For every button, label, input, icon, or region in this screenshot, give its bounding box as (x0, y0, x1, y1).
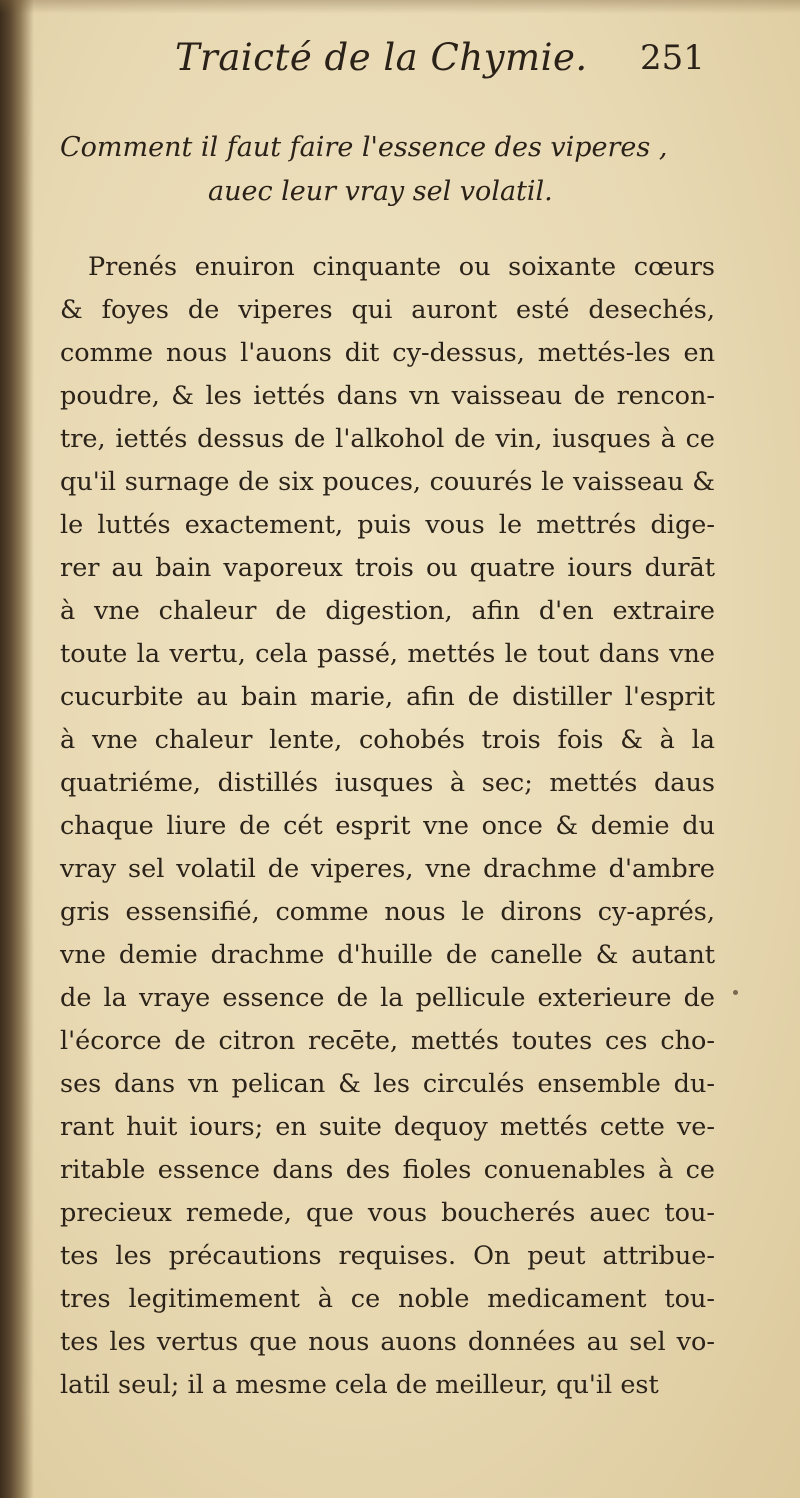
body-line: tre, iettés dessus de l'alkohol de vin, iusques à ce (60, 424, 715, 454)
body-line: à vne chaleur de digestion, afin d'en extraire (60, 596, 715, 626)
body-line: ses dans vn pelican & les circulés ensemble du- (60, 1069, 715, 1099)
body-line: de la vraye essence de la pellicule exterieure de (60, 983, 715, 1013)
body-paragraph (60, 246, 715, 1407)
body-line: tes les précautions requises. On peut attribue- (60, 1241, 715, 1271)
body-line: à vne chaleur lente, cohobés trois fois & à la (60, 725, 715, 755)
body-line: vne demie drachme d'huille de canelle & autant (60, 940, 715, 970)
body-line: le luttés exactement, puis vous le mettrés dige- (60, 510, 715, 540)
body-line: vray sel volatil de viperes, vne drachme d'ambre (60, 854, 715, 884)
body-line: Prenés enuiron cinquante ou soixante cœurs (88, 252, 715, 282)
body-line: & foyes de viperes qui auront esté desechés, (60, 295, 715, 325)
running-title: Traicté de la Chymie. (175, 36, 588, 79)
body-line: precieux remede, que vous boucherés auec tou- (60, 1198, 715, 1228)
body-line: tres legitimement à ce noble medicament tou- (60, 1284, 715, 1314)
body-line: gris essensifié, comme nous le dirons cy-aprés, (60, 897, 715, 927)
section-heading-line-2: auec leur vray sel volatil. (208, 176, 553, 207)
body-line: ritable essence dans des fioles conuenables à ce (60, 1155, 715, 1185)
page-number: 251 (640, 38, 705, 78)
body-line: comme nous l'auons dit cy-dessus, mettés-les en (60, 338, 715, 368)
body-line: qu'il surnage de six pouces, couurés le vaisseau & (60, 467, 715, 497)
ink-speck (733, 990, 738, 995)
body-line: cucurbite au bain marie, afin de distiller l'esprit (60, 682, 715, 712)
body-line: rant huit iours; en suite dequoy mettés cette ve- (60, 1112, 715, 1142)
body-line: latil seul; il a mesme cela de meilleur, qu'il est (60, 1370, 659, 1400)
body-line: chaque liure de cét esprit vne once & demie du (60, 811, 715, 841)
body-line: poudre, & les iettés dans vn vaisseau de rencon- (60, 381, 715, 411)
body-line: l'écorce de citron recēte, mettés toutes ces cho- (60, 1026, 715, 1056)
page-top-shadow (0, 0, 800, 14)
body-line: rer au bain vaporeux trois ou quatre iours durāt (60, 553, 715, 583)
body-line: toute la vertu, cela passé, mettés le tout dans vne (60, 639, 715, 669)
binding-gutter (0, 0, 34, 1498)
section-heading-line-1: Comment il faut faire l'essence des viperes , (60, 132, 668, 163)
body-line: quatriéme, distillés iusques à sec; mettés daus (60, 768, 715, 798)
body-line: tes les vertus que nous auons données au sel vo- (60, 1327, 715, 1357)
